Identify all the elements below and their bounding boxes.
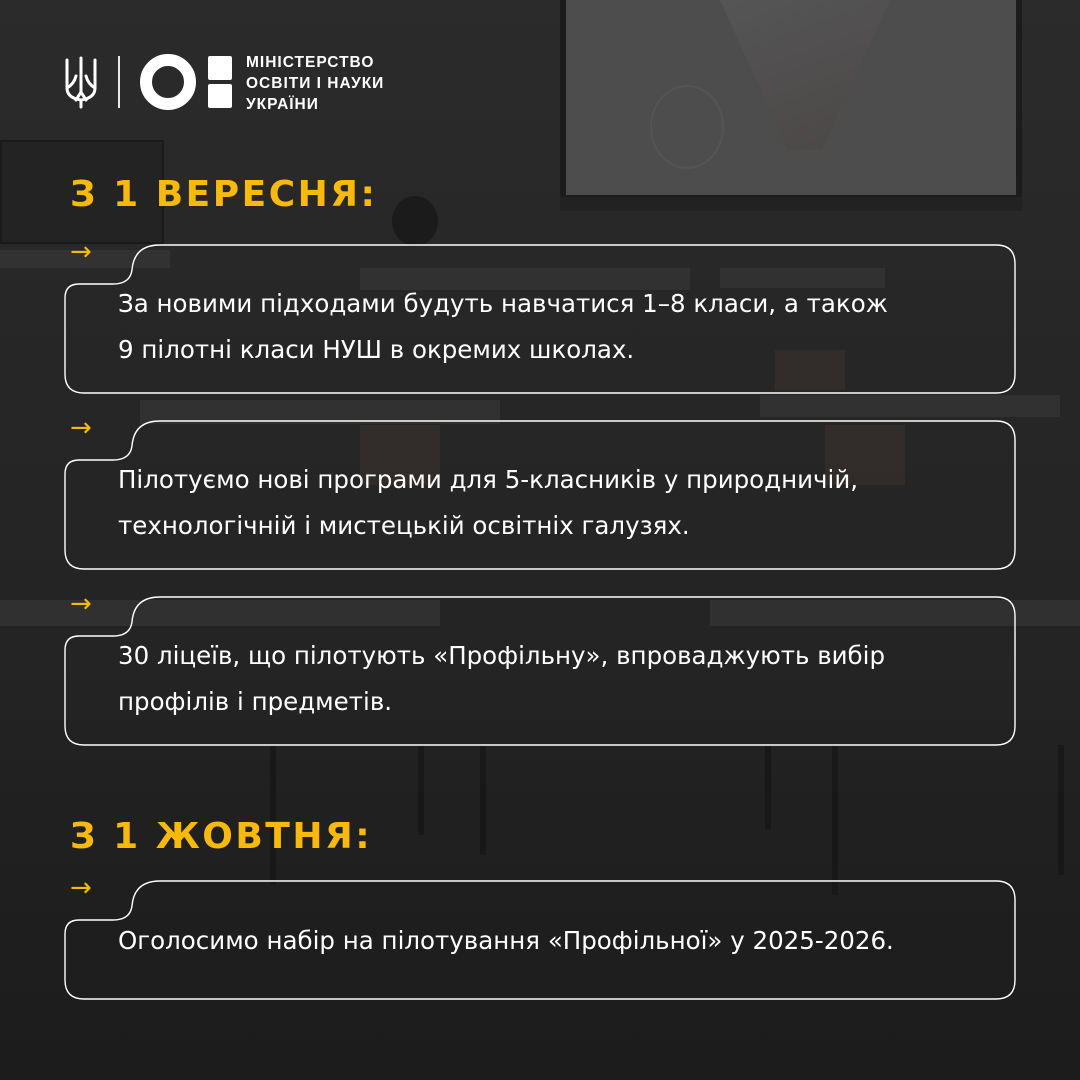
section-heading-september: З 1 ВЕРЕСНЯ: xyxy=(70,174,378,215)
tryzub-icon xyxy=(62,54,100,110)
arrow-right-icon: → xyxy=(70,873,92,903)
ministry-name-line: ОСВІТИ І НАУКИ xyxy=(246,75,385,92)
arrow-right-icon: → xyxy=(70,413,92,443)
board-tray xyxy=(560,197,1022,211)
desk-leg xyxy=(832,745,838,895)
card-text-line: профілів і предметів. xyxy=(118,687,393,716)
info-card xyxy=(64,873,1016,1000)
logo-mark-dot-bottom xyxy=(208,84,232,108)
arrow-right-icon: → xyxy=(70,589,92,619)
logo-mark-dot-top xyxy=(208,56,232,80)
card-text-line: 30 ліцеїв, що пілотують «Профільну», впроваджують вибір xyxy=(118,641,886,670)
desk-leg xyxy=(480,745,486,855)
globe-silhouette xyxy=(392,196,438,246)
ministry-o-mark-icon xyxy=(140,54,196,110)
desk-leg xyxy=(1058,745,1064,875)
arrow-right-icon: → xyxy=(70,237,92,267)
ministry-name xyxy=(246,52,384,115)
card-text-line: Пілотуємо нові програми для 5-класників у природничій, xyxy=(118,465,859,494)
board-globe-drawing xyxy=(650,85,724,169)
ministry-name-line: УКРАЇНИ xyxy=(246,96,319,113)
info-card xyxy=(64,413,1016,570)
card-text-line: технологічній і мистецькій освітніх галузях. xyxy=(118,511,690,540)
card-text-line: За новими підходами будуть навчатися 1–8 класи, а також xyxy=(118,289,888,318)
card-text xyxy=(118,918,988,964)
info-card xyxy=(64,237,1016,394)
card-text xyxy=(118,457,988,549)
desk-leg xyxy=(765,745,771,830)
card-text-line: Оголосимо набір на пілотування «Профільної» у 2025-2026. xyxy=(118,926,894,955)
desk xyxy=(760,395,1060,417)
card-text-line: 9 пілотні класи НУШ в окремих школах. xyxy=(118,335,635,364)
desk-leg xyxy=(418,745,424,835)
logo-divider xyxy=(118,56,120,108)
card-text xyxy=(118,281,988,373)
info-card xyxy=(64,589,1016,746)
ministry-name-line: МІНІСТЕРСТВО xyxy=(246,54,375,71)
section-heading-october: З 1 ЖОВТНЯ: xyxy=(70,816,373,857)
card-text xyxy=(118,633,988,725)
